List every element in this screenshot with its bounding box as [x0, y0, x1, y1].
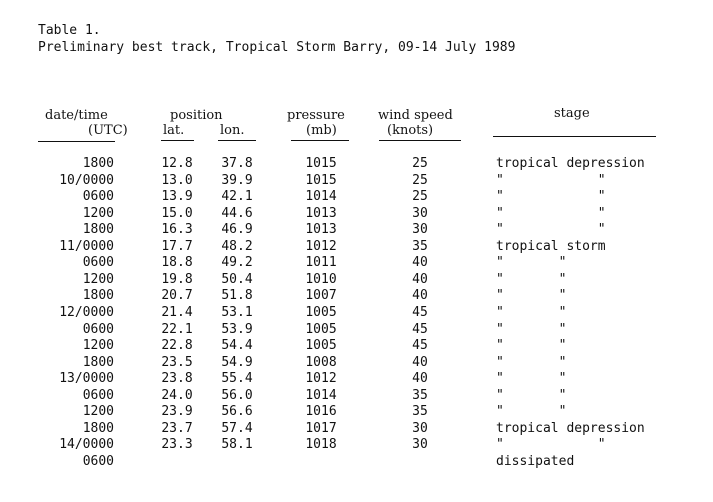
cell-lon: 53.1 [221, 304, 253, 320]
cell-stage: " " [496, 354, 567, 370]
cell-pressure: 1007 [305, 288, 337, 304]
cell-wind: 40 [412, 354, 428, 370]
cell-lon: 39.9 [221, 172, 253, 188]
cell-lon: 58.1 [221, 437, 253, 453]
cell-time: 1800 [82, 156, 114, 171]
cell-wind: 40 [412, 288, 428, 304]
cell-pressure: 1013 [305, 205, 337, 221]
cell-lat: 23.7 [161, 420, 193, 436]
header-knots: (knots) [387, 123, 434, 138]
header-rule-datetime [38, 141, 115, 142]
cell-time: 13/0000 [59, 371, 114, 387]
cell-stage: " " [496, 338, 567, 354]
cell-stage: tropical depression [496, 420, 645, 436]
cell-wind: 35 [412, 238, 428, 254]
cell-lon: 53.9 [221, 321, 253, 337]
cell-lon: 42.1 [221, 189, 253, 205]
cell-lat: 15.0 [161, 205, 193, 221]
cell-time: 1200 [82, 271, 114, 287]
cell-time: 14/0000 [59, 437, 114, 453]
cell-wind: 30 [412, 420, 428, 436]
cell-wind: 30 [412, 437, 428, 453]
cell-stage: tropical storm [496, 238, 606, 254]
cell-wind: 45 [412, 321, 428, 337]
cell-wind: 40 [412, 271, 428, 287]
cell-lon: 57.4 [221, 420, 253, 436]
cell-pressure: 1005 [305, 338, 337, 354]
cell-time: 1200 [82, 404, 114, 420]
cell-wind: 25 [412, 189, 428, 205]
header-lon: lon. [220, 123, 245, 138]
cell-time: 1200 [82, 338, 114, 354]
header-rule-stage [493, 136, 656, 137]
header-position: position [170, 108, 223, 123]
cell-stage: tropical depression [496, 156, 645, 171]
cell-time: 12/0000 [59, 304, 114, 320]
cell-wind: 25 [412, 156, 428, 171]
cell-lon: 50.4 [221, 271, 253, 287]
cell-pressure: 1014 [305, 189, 337, 205]
cell-stage: " " [496, 222, 606, 238]
cell-wind: 25 [412, 172, 428, 188]
cell-time: 11/0000 [59, 238, 114, 254]
cell-time: 1800 [82, 288, 114, 304]
cell-pressure: 1018 [305, 437, 337, 453]
cell-time: 1800 [82, 222, 114, 238]
cell-pressure: 1014 [305, 387, 337, 403]
header-rule-lon [218, 140, 256, 141]
cell-wind: 40 [412, 371, 428, 387]
cell-stage: " " [496, 205, 606, 221]
cell-lon: 48.2 [221, 238, 253, 254]
header-rule-wind [379, 140, 461, 141]
cell-time: 1800 [82, 420, 114, 436]
cell-lon: 54.9 [221, 354, 253, 370]
cell-stage: " " [496, 404, 567, 420]
cell-pressure: 1012 [305, 238, 337, 254]
cell-pressure: 1017 [305, 420, 337, 436]
cell-lat: 23.5 [161, 354, 193, 370]
cell-time: 0600 [82, 321, 114, 337]
cell-lat: 13.0 [161, 172, 193, 188]
cell-lon: 46.9 [221, 222, 253, 238]
cell-lat: 16.3 [161, 222, 193, 238]
cell-stage: " " [496, 321, 567, 337]
cell-time: 0600 [82, 189, 114, 205]
cell-lat: 23.8 [161, 371, 193, 387]
cell-lon: 44.6 [221, 205, 253, 221]
cell-wind: 45 [412, 338, 428, 354]
cell-pressure: 1015 [305, 172, 337, 188]
cell-time: 1800 [82, 354, 114, 370]
cell-wind: 30 [412, 205, 428, 221]
cell-stage: " " [496, 371, 567, 387]
cell-lat: 12.8 [161, 156, 193, 171]
cell-wind: 30 [412, 222, 428, 238]
header-rule-pressure [291, 140, 349, 141]
cell-lat: 24.0 [161, 387, 193, 403]
cell-pressure: 1015 [305, 156, 337, 171]
cell-lat: 13.9 [161, 189, 193, 205]
cell-wind: 35 [412, 404, 428, 420]
cell-wind: 40 [412, 255, 428, 271]
document-title: Table 1. [38, 23, 101, 38]
header-wind: wind speed [378, 108, 453, 123]
header-pressure: pressure [287, 108, 345, 123]
cell-lon: 56.6 [221, 404, 253, 420]
cell-time: 0600 [82, 387, 114, 403]
cell-lat: 23.3 [161, 437, 193, 453]
cell-pressure: 1012 [305, 371, 337, 387]
cell-wind: 45 [412, 304, 428, 320]
cell-wind: 35 [412, 387, 428, 403]
cell-stage: dissipated [496, 453, 575, 469]
cell-pressure: 1010 [305, 271, 337, 287]
cell-lat: 19.8 [161, 271, 193, 287]
header-stage: stage [554, 106, 590, 121]
cell-lon: 37.8 [221, 156, 253, 171]
cell-lat: 23.9 [161, 404, 193, 420]
cell-lat: 17.7 [161, 238, 193, 254]
cell-lat: 22.8 [161, 338, 193, 354]
cell-lat: 18.8 [161, 255, 193, 271]
cell-time: 0600 [82, 255, 114, 271]
cell-stage: " " [496, 255, 567, 271]
cell-pressure: 1005 [305, 321, 337, 337]
cell-time: 10/0000 [59, 172, 114, 188]
cell-stage: " " [496, 288, 567, 304]
cell-time: 0600 [82, 453, 114, 469]
cell-stage: " " [496, 437, 606, 453]
cell-pressure: 1013 [305, 222, 337, 238]
header-utc: (UTC) [88, 123, 128, 138]
cell-stage: " " [496, 271, 567, 287]
cell-pressure: 1016 [305, 404, 337, 420]
cell-stage: " " [496, 172, 606, 188]
header-lat: lat. [163, 123, 185, 138]
cell-pressure: 1011 [305, 255, 337, 271]
cell-lon: 49.2 [221, 255, 253, 271]
cell-stage: " " [496, 189, 606, 205]
header-datetime: date/time [45, 108, 108, 123]
cell-pressure: 1008 [305, 354, 337, 370]
cell-lat: 22.1 [161, 321, 193, 337]
header-rule-lat [161, 140, 194, 141]
cell-pressure: 1005 [305, 304, 337, 320]
cell-lon: 54.4 [221, 338, 253, 354]
document-subtitle: Preliminary best track, Tropical Storm Barry, 09-14 July 1989 [38, 40, 516, 55]
cell-lat: 20.7 [161, 288, 193, 304]
cell-lat: 21.4 [161, 304, 193, 320]
cell-stage: " " [496, 387, 567, 403]
cell-time: 1200 [82, 205, 114, 221]
header-mb: (mb) [306, 123, 337, 138]
cell-lon: 56.0 [221, 387, 253, 403]
cell-lon: 55.4 [221, 371, 253, 387]
cell-stage: " " [496, 304, 567, 320]
cell-lon: 51.8 [221, 288, 253, 304]
